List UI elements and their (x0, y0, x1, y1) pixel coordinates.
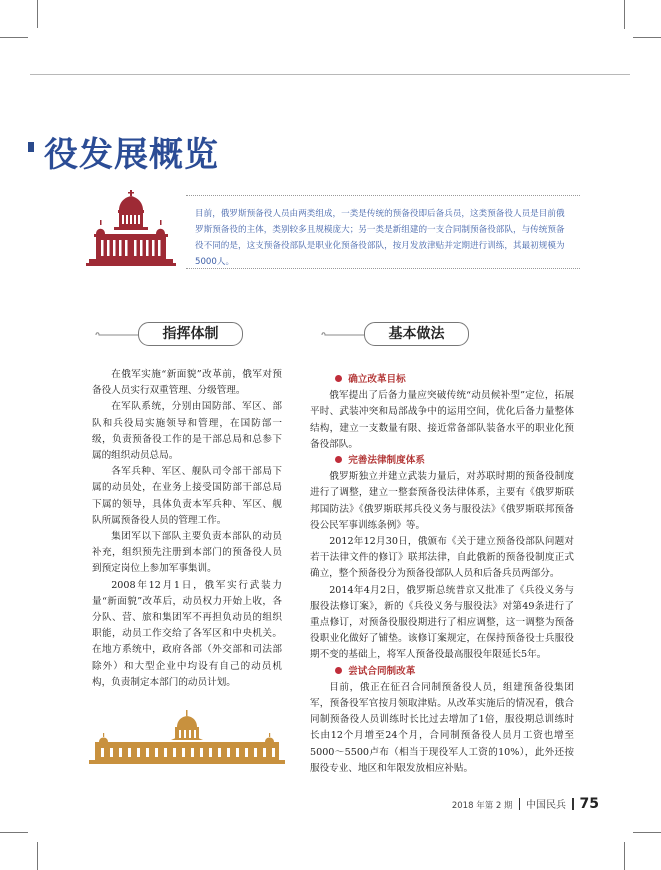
intro-paragraph: 目前，俄罗斯预备役人员由两类组成，一类是传统的预备役即后备兵员，这类预备役人员是目前俄罗斯预备役的主体，类别较多且规模庞大；另一类是新组建的一支合同制预备役部队，与传统预备役不同的是，这支预备役部队是职业化预备役部队，按月发放津贴并定期进行训练，其最初规模为5000人。 (195, 209, 565, 267)
bullet-dot-icon (335, 375, 342, 382)
paragraph: 目前，俄正在征召合同制预备役人员，组建预备役集团军，预备役军官按月领取津贴。从改革实施后的情况看，俄合同制预备役人员训练时长比过去增加了1倍，服役期总训练时长由12个月增至24个月，合同制预备役人员月工资也增至5000～5500卢布（相当于现役军人工资的10%），此外还按服役专业、地区和年限发放相应补贴。 (310, 681, 574, 774)
palace-illustration (89, 710, 285, 766)
bullet-dot-icon (335, 667, 342, 674)
heading-label: 指挥体制 (138, 322, 243, 346)
crop-mark-tr-h2 (624, 28, 625, 29)
heading-hook-icon (320, 331, 364, 339)
subheading-text: 完善法律制度体系 (348, 455, 425, 467)
intro-rule-top (186, 195, 580, 196)
subheading-text: 尝试合同制改革 (348, 665, 416, 677)
paragraph: 2008年12月1日，俄军实行武装力量“新面貌”改革后，动员权力开始上收，各分队、营、旅和集团军不再担负动员的组织职能，动员工作交给了各军区和中央机关。在地方系统中，政府各部（外交部和司法部除外）和大型企业中均设有自己的动员机构，负责制定本部门的动员计划。 (92, 579, 282, 688)
right-column (310, 372, 574, 777)
paragraph: 俄罗斯独立并建立武装力量后，对苏联时期的预备役制度进行了调整，建立一整套预备役法律体系，主要有《俄罗斯联邦国防法》《俄罗斯联邦兵役义务与服役法》《俄罗斯联邦预备役公民军事训练条例》等。 (310, 471, 574, 531)
paragraph: 俄军提出了后备力量应突破传统“动员候补型”定位，拓展平时、武装冲突和局部战争中的运用空间，优化后备力量整体结构，建立一支数量有限、接近常备部队装备水平的职业化预备役部队。 (310, 390, 574, 450)
issue-label: 2018 年第 2 期 (451, 801, 513, 811)
section-heading-practice (320, 322, 470, 346)
header-rule (30, 74, 630, 75)
paragraph: 2014年4月2日，俄罗斯总统普京又批准了《兵役义务与服役法修订案》，新的《兵役义务与服役法》对第49条进行了重点修订，对预备役服役期进行了相应调整，这一调整为预备役职业化做好了铺垫。该修订案规定，在保持预备役士兵服役期不变的基础上，将军人预备役最高服役年限延长5年。 (310, 584, 574, 661)
crop-mark-tl-v (37, 0, 38, 28)
crop-mark-tr-v (624, 0, 625, 28)
intro-rule-bottom (186, 268, 580, 269)
paragraph: 在俄军实施“新面貌”改革前，俄军对预备役人员实行双重管理、分级管理。 (92, 369, 282, 397)
page-footer (452, 796, 599, 812)
footer-divider (572, 798, 574, 810)
left-column (92, 367, 282, 691)
crop-mark-bl-v (37, 842, 38, 870)
section-heading-command (94, 322, 244, 346)
crop-mark-br-h (633, 832, 661, 833)
footer-divider (519, 798, 521, 810)
heading-label: 基本做法 (364, 322, 469, 346)
paragraph: 集团军以下部队主要负责本部队的动员补充，组织预先注册到本部门的预备役人员到预定岗位上参加军事集训。 (92, 531, 282, 575)
page-title: 役发展概览 (44, 135, 219, 175)
heading-hook-icon (94, 331, 138, 339)
crop-mark-bl-h (0, 832, 28, 833)
crop-mark-tr-h (633, 37, 661, 38)
crop-mark-br-v (624, 842, 625, 870)
subheading-legal-system (310, 453, 574, 469)
page-number: 75 (579, 796, 599, 812)
title-accent-mark (28, 142, 34, 152)
paragraph: 在军队系统，分别由国防部、军区、部队和兵役局实施领导和管理，在国防部一级，负责预备役工作的是干部总局和总参下属的组织动员总局。 (92, 401, 282, 462)
bullet-dot-icon (335, 456, 342, 463)
crop-mark-tl-h (0, 37, 28, 38)
subheading-contract-reform (310, 664, 574, 680)
subheading-reform-goal (310, 372, 574, 388)
cathedral-illustration (86, 190, 176, 270)
paragraph: 各军兵种、军区、舰队司令部干部局下属的动员处，在业务上接受国防部干部总局下属的领导，具体负责本军兵种、军区、舰队所属预备役人员的管理工作。 (92, 466, 282, 526)
subheading-text: 确立改革目标 (348, 374, 406, 385)
paragraph: 2012年12月30日，俄颁布《关于建立预备役部队问题对若干法律文件的修订》联邦法律，自此俄新的预备役制度正式确立，整个预备役分为预备役部队人员和后备兵员两部分。 (310, 536, 574, 580)
magazine-name: 中国民兵 (526, 800, 567, 811)
